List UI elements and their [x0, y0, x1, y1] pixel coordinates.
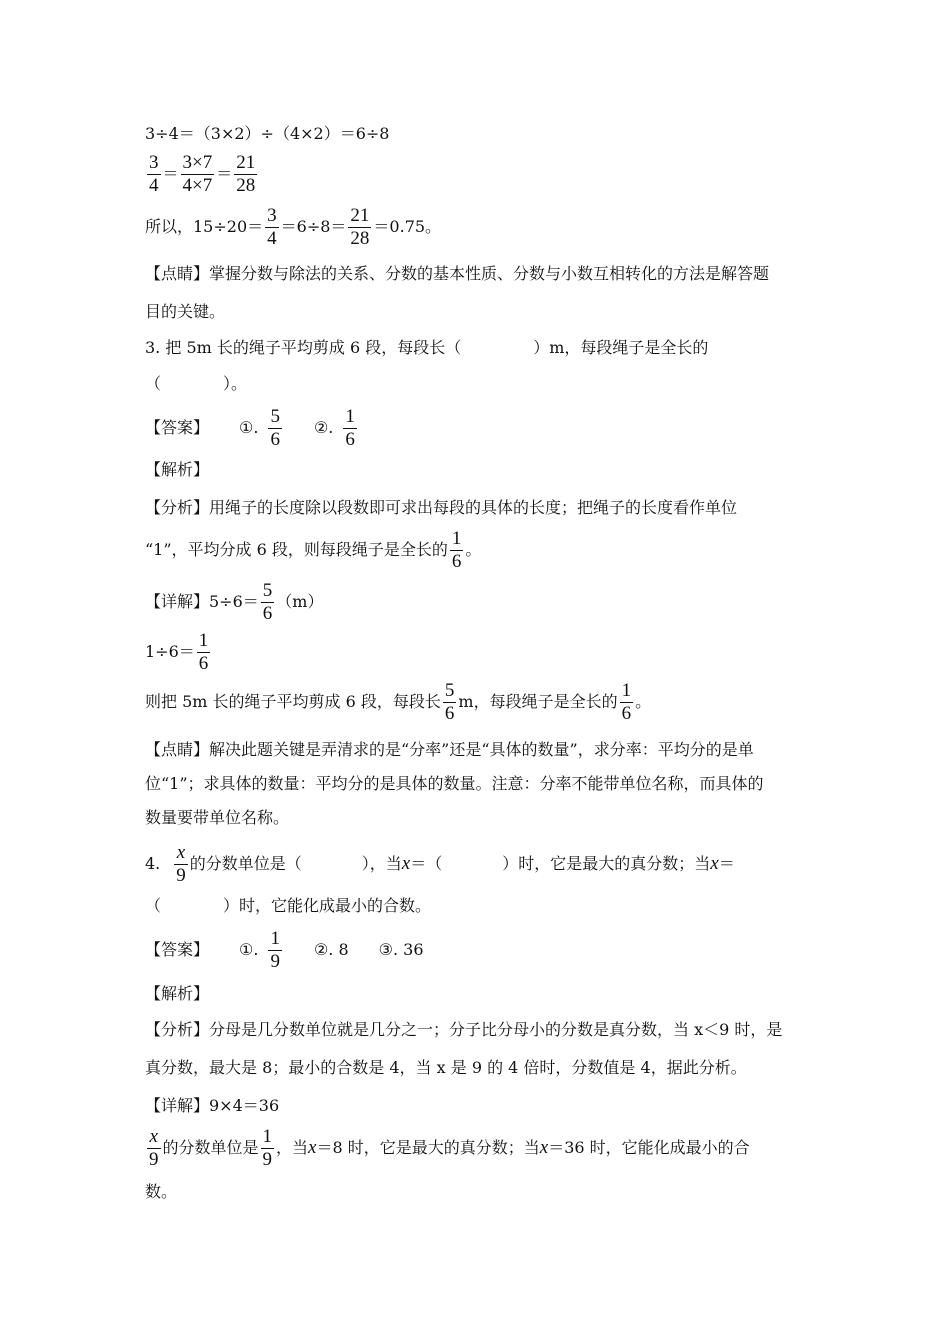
xiangjie-3: 【详解】5÷6＝ $\frac{5}{6}$ （m） [145, 580, 324, 624]
fenxi-3b: “1”，平均分成 6 段，则每段绳子是全长的 $\frac{1}{6}$ 。 [145, 528, 482, 572]
jiexi-3: 【解析】 [145, 460, 210, 479]
fraction: $\frac{1}{6}$ [451, 528, 462, 572]
fraction: $\frac{21}{28}$ [350, 205, 370, 249]
fraction: $\frac{1}{6}$ [198, 630, 209, 674]
fraction-equation: $\frac{3}{4}$ ＝ $\frac{3\times 7}{4\times 7}$ ＝ $\frac{21}{28}$ [149, 152, 256, 196]
dianjing-1b: 目的关键。 [145, 302, 226, 321]
fenxi-4b: 真分数，最大是 8；最小的合数是 4，当 x 是 9 的 4 倍时，分数值是 4，据此分析。 [145, 1058, 747, 1077]
fraction: $\frac{21}{28}$ [236, 152, 256, 196]
dianjing-3a: 【点睛】解决此题关键是弄清求的是“分率”还是“具体的数量”，求分率：平均分的是单 [145, 740, 754, 759]
dianjing-3b: 位“1”；求具体的数量：平均分的是具体的数量。注意：分率不能带单位名称，而具体的 [145, 774, 764, 793]
line-3div4: 3÷4＝（3×2）÷（4×2）＝6÷8 [145, 124, 390, 143]
fraction: $\frac{5}{6}$ [444, 680, 455, 724]
question-3-cont: （ ）。 [145, 374, 248, 393]
question-4-cont: （ ）时，它能化成最小的合数。 [145, 896, 432, 915]
fenxi-3a: 【分析】用绳子的长度除以段数即可求出每段的具体的长度；把绳子的长度看作单位 [145, 498, 738, 517]
fraction: $\frac{x}{9}$ [176, 842, 186, 886]
xiangjie-4: 【详解】9×4＝36 [145, 1096, 280, 1115]
fraction: $\frac{5}{6}$ [262, 580, 273, 624]
answer-3: 【答案】 ①. $\frac{5}{6}$ ②. $\frac{1}{6}$ [145, 406, 355, 450]
question-3: 3. 把 5m 长的绳子平均剪成 6 段，每段长（ ）m，每段绳子是全长的 [145, 338, 709, 357]
fraction: $\frac{3\times 7}{4\times 7}$ [182, 152, 213, 196]
line-x9: $\frac{x}{9}$ 的分数单位是 $\frac{1}{9}$ ，当x＝8 时，它是最大的真分数；当x＝36 时，它能化成最小的合 [149, 1126, 750, 1170]
fraction: $\frac{3}{4}$ [149, 152, 159, 196]
question-4: 4. $\frac{x}{9}$ 的分数单位是（ ），当x＝（ ）时，它是最大的真分数；当x＝ [145, 842, 735, 886]
dianjing-1a: 【点睛】掌握分数与除法的关系、分数的基本性质、分数与小数互相转化的方法是解答题 [145, 264, 770, 283]
line-x9-cont: 数。 [145, 1182, 178, 1201]
fraction: $\frac{1}{9}$ [262, 1126, 273, 1170]
fenxi-4a: 【分析】分母是几分数单位就是几分之一；分子比分母小的分数是真分数，当 x＜9 时，是 [145, 1020, 783, 1039]
answer-4: 【答案】 ①. $\frac{1}{9}$ ②. 8 ③. 36 [145, 928, 424, 972]
line-1div6: 1÷6＝ $\frac{1}{6}$ [145, 630, 209, 674]
fraction: $\frac{x}{9}$ [149, 1126, 159, 1170]
line-suoyi: 所以，15÷20＝ $\frac{3}{4}$ ＝6÷8＝ $\frac{21}{28}$ ＝0.75。 [145, 205, 442, 249]
jiexi-4: 【解析】 [145, 984, 210, 1003]
fraction: $\frac{1}{6}$ [345, 406, 355, 450]
fraction: $\frac{3}{4}$ [267, 205, 277, 249]
fraction: $\frac{1}{6}$ [621, 680, 632, 724]
dianjing-3c: 数量要带单位名称。 [145, 808, 290, 827]
fraction: $\frac{5}{6}$ [270, 406, 280, 450]
fraction: $\frac{1}{9}$ [270, 928, 280, 972]
line-ze: 则把 5m 长的绳子平均剪成 6 段，每段长 $\frac{5}{6}$ m，每段绳子是全长的 $\frac{1}{6}$ 。 [145, 680, 652, 724]
